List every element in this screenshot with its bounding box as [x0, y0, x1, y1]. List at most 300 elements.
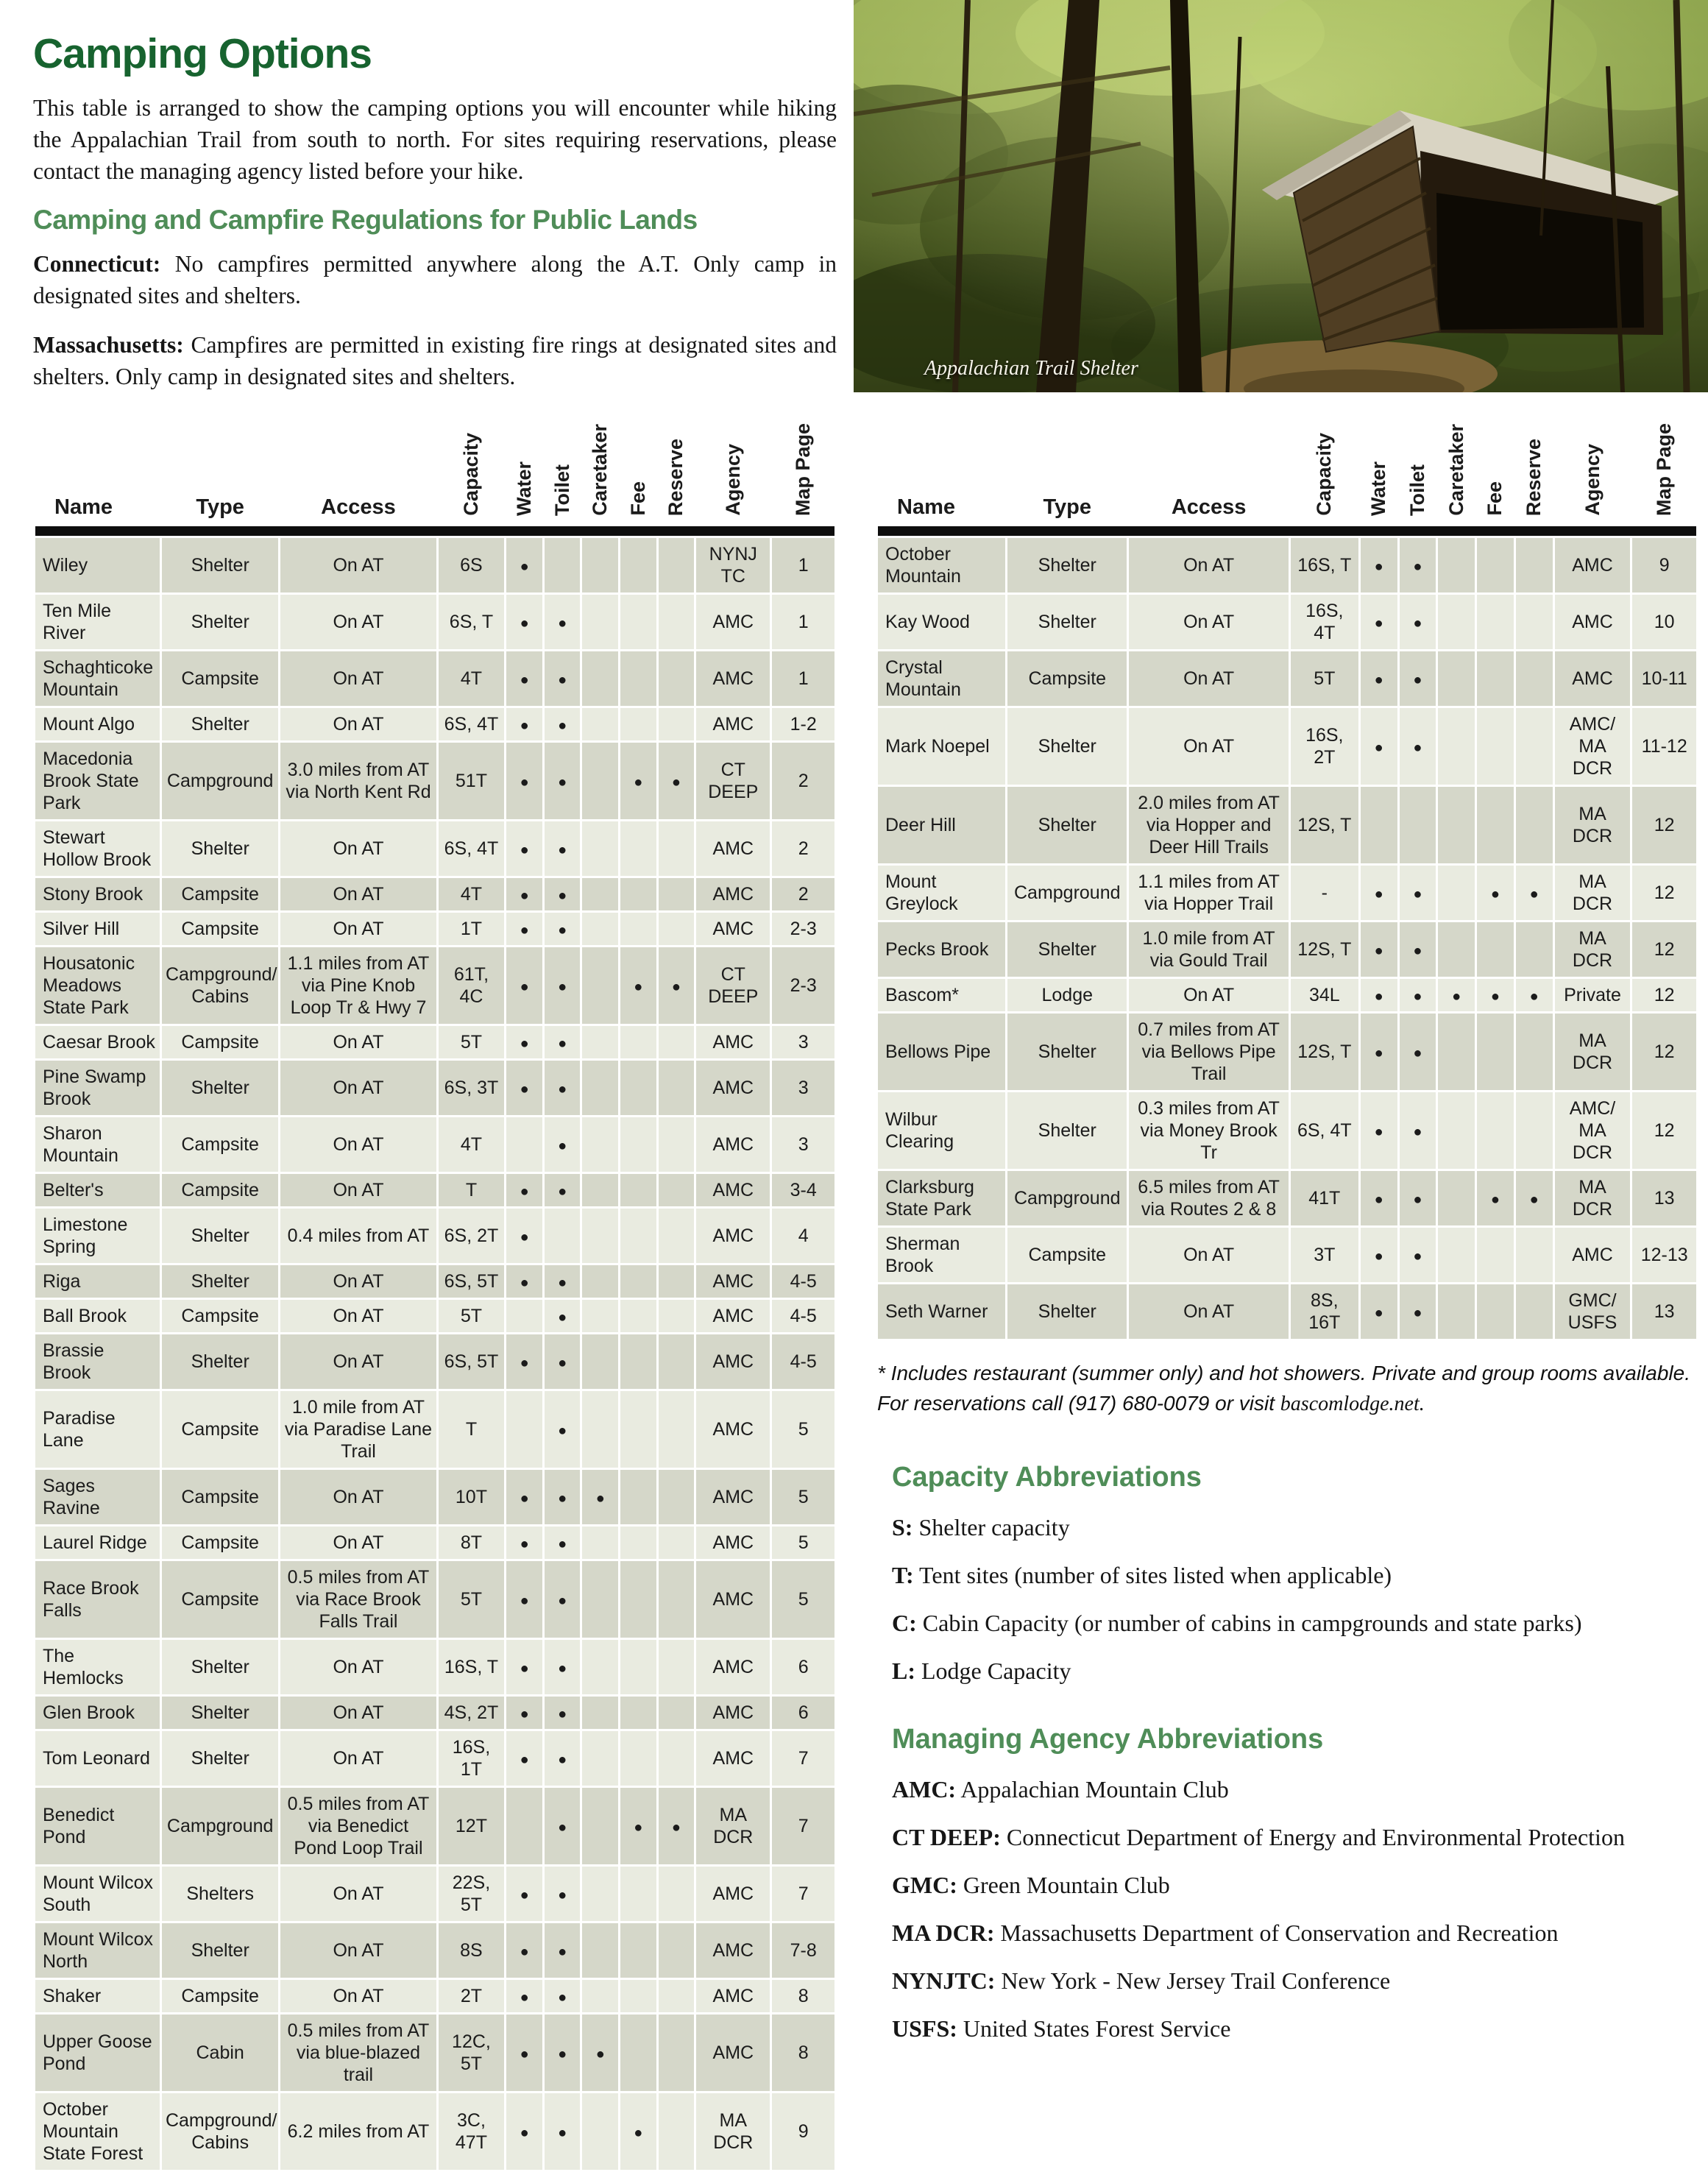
- table-row: [35, 1867, 834, 1921]
- site-type-cell: Shelter: [162, 1731, 278, 1786]
- water-cell: [506, 708, 542, 740]
- site-type-cell: Shelter: [162, 1061, 278, 1115]
- access-cell: On AT: [1129, 595, 1288, 649]
- table-row: [35, 1640, 834, 1694]
- capacity-cell: 6S: [439, 538, 505, 592]
- capacity-cell: 6S, 5T: [439, 1265, 505, 1298]
- reserve-cell: [1516, 1092, 1553, 1169]
- toilet-dot-icon: ●: [1413, 1124, 1422, 1140]
- toilet-dot-icon: ●: [1413, 886, 1422, 902]
- capacity-abbreviations-section: [892, 1462, 1698, 2043]
- site-name-cell: Mount Wilcox South: [35, 1867, 160, 1921]
- map-page-cell: 11-12: [1632, 708, 1696, 785]
- toilet-cell: [545, 1867, 581, 1921]
- map-page-cell: 7: [772, 1731, 834, 1786]
- caretaker-cell: [582, 1117, 618, 1172]
- toilet-cell: [545, 1391, 581, 1468]
- agency-cell: AMC: [696, 1867, 770, 1921]
- site-name-cell: Paradise Lane: [35, 1391, 160, 1468]
- reserve-cell: [659, 1209, 695, 1263]
- toilet-cell: [1400, 922, 1436, 977]
- toilet-dot-icon: ●: [558, 2046, 567, 2062]
- table-row: [35, 1697, 834, 1729]
- water-dot-icon: ●: [1374, 1248, 1383, 1264]
- water-cell: [1361, 866, 1397, 920]
- header-divider-bar: [35, 526, 834, 536]
- caretaker-cell: [582, 708, 618, 740]
- access-cell: On AT: [280, 1470, 436, 1524]
- site-name-cell: Caesar Brook: [35, 1026, 160, 1058]
- toilet-cell: [545, 1061, 581, 1115]
- fee-cell: [1477, 922, 1514, 977]
- site-type-cell: Shelter: [162, 1209, 278, 1263]
- toilet-dot-icon: ●: [558, 1887, 567, 1903]
- capacity-cell: 34L: [1291, 979, 1358, 1011]
- site-name-cell: Kay Wood: [878, 595, 1005, 649]
- site-type-cell: Campsite: [162, 1527, 278, 1559]
- fee-cell: [620, 708, 656, 740]
- fee-cell: [1477, 979, 1514, 1011]
- site-type-cell: Shelter: [162, 1923, 278, 1978]
- caretaker-cell: [1438, 1014, 1475, 1090]
- capacity-cell: 61T, 4C: [439, 947, 505, 1024]
- access-cell: 6.5 miles from AT via Routes 2 & 8: [1129, 1171, 1288, 1225]
- agency-cell: MA DCR: [1555, 1171, 1631, 1225]
- fee-cell: [620, 1334, 656, 1389]
- table-row: [878, 1228, 1696, 1282]
- site-name-cell: Stewart Hollow Brook: [35, 821, 160, 876]
- table-row: [35, 913, 834, 945]
- site-type-cell: Campground: [162, 743, 278, 819]
- site-name-cell: Sharon Mountain: [35, 1117, 160, 1172]
- caretaker-cell: [582, 1470, 618, 1524]
- table-row: [35, 595, 834, 649]
- site-name-cell: Race Brook Falls: [35, 1561, 160, 1638]
- map-page-cell: 4-5: [772, 1334, 834, 1389]
- access-cell: On AT: [280, 878, 436, 910]
- capacity-cell: 6S, 4T: [439, 708, 505, 740]
- col-header-name: Name: [897, 495, 955, 519]
- site-name-cell: Sages Ravine: [35, 1470, 160, 1524]
- site-name-cell: Ten Mile River: [35, 595, 160, 649]
- capacity-cell: 8S, 16T: [1291, 1284, 1358, 1339]
- toilet-cell: [1400, 1284, 1436, 1339]
- site-name-cell: Mount Greylock: [878, 866, 1005, 920]
- fee-cell: [620, 821, 656, 876]
- table-row: [878, 651, 1696, 706]
- reserve-cell: [659, 1391, 695, 1468]
- caretaker-cell: [582, 913, 618, 945]
- col-header-caretaker: Caretaker: [589, 424, 612, 516]
- caretaker-cell: [1438, 979, 1475, 1011]
- table-row: [35, 1265, 834, 1298]
- site-type-cell: Campsite: [1007, 651, 1127, 706]
- reserve-cell: [659, 1300, 695, 1332]
- fee-cell: [1477, 866, 1514, 920]
- regulation-massachusetts: [33, 330, 837, 393]
- map-page-cell: 4-5: [772, 1300, 834, 1332]
- table-row: [878, 866, 1696, 920]
- access-cell: On AT: [1129, 651, 1288, 706]
- col-header-reserve: Reserve: [1523, 438, 1545, 516]
- abbreviation-item: C: Cabin Capacity (or number of cabins in campgrounds and state parks): [892, 1610, 1582, 1637]
- abbreviation-label: AMC:: [892, 1776, 957, 1803]
- abbreviation-item: USFS: United States Forest Service: [892, 2015, 1231, 2042]
- water-cell: [506, 878, 542, 910]
- fee-cell: [620, 1265, 656, 1298]
- caretaker-cell: [582, 1334, 618, 1389]
- access-cell: On AT: [280, 1117, 436, 1172]
- caretaker-dot-icon: ●: [595, 1490, 605, 1507]
- caretaker-cell: [1438, 1228, 1475, 1282]
- toilet-dot-icon: ●: [558, 1819, 567, 1836]
- site-type-cell: Campground: [1007, 866, 1127, 920]
- reserve-cell: [1516, 866, 1553, 920]
- fee-cell: [620, 595, 656, 649]
- site-type-cell: Shelter: [1007, 708, 1127, 785]
- reserve-dot-icon: ●: [671, 979, 681, 995]
- toilet-dot-icon: ●: [558, 1593, 567, 1609]
- toilet-cell: [545, 1265, 581, 1298]
- capacity-cell: 6S, 5T: [439, 1334, 505, 1389]
- water-cell: [506, 1174, 542, 1206]
- map-page-cell: 3: [772, 1026, 834, 1058]
- reserve-cell: [1516, 595, 1553, 649]
- toilet-dot-icon: ●: [558, 1490, 567, 1507]
- caretaker-dot-icon: ●: [1452, 988, 1461, 1005]
- table-header-row: [35, 403, 834, 524]
- capacity-cell: 3T: [1291, 1228, 1358, 1282]
- agency-cell: AMC: [696, 1026, 770, 1058]
- water-dot-icon: ●: [1374, 672, 1383, 688]
- site-type-cell: Campsite: [162, 1980, 278, 2012]
- site-type-cell: Campsite: [162, 1391, 278, 1468]
- site-name-cell: Clarksburg State Park: [878, 1171, 1005, 1225]
- water-dot-icon: ●: [520, 615, 529, 632]
- agency-cell: AMC: [696, 1923, 770, 1978]
- reserve-cell: [659, 1980, 695, 2012]
- toilet-dot-icon: ●: [558, 2125, 567, 2141]
- reserve-cell: [659, 947, 695, 1024]
- water-dot-icon: ●: [520, 2046, 529, 2062]
- water-dot-icon: ●: [520, 1944, 529, 1960]
- map-page-cell: 12: [1632, 787, 1696, 863]
- site-type-cell: Campground: [1007, 1171, 1127, 1225]
- fee-cell: [620, 1174, 656, 1206]
- fee-dot-icon: ●: [634, 979, 643, 995]
- map-page-cell: 13: [1632, 1171, 1696, 1225]
- agency-cell: AMC: [696, 1300, 770, 1332]
- caretaker-cell: [582, 1026, 618, 1058]
- col-header-caretaker: Caretaker: [1445, 424, 1467, 516]
- capacity-cell: 16S, 2T: [1291, 708, 1358, 785]
- toilet-cell: [545, 2093, 581, 2170]
- access-cell: On AT: [280, 1026, 436, 1058]
- caretaker-cell: [582, 651, 618, 706]
- map-page-cell: 5: [772, 1391, 834, 1468]
- col-header-access: Access: [1171, 495, 1247, 519]
- site-name-cell: Benedict Pond: [35, 1788, 160, 1864]
- caretaker-cell: [582, 538, 618, 592]
- col-header-water: Water: [1367, 461, 1390, 516]
- capacity-cell: 8T: [439, 1527, 505, 1559]
- reserve-cell: [1516, 979, 1553, 1011]
- map-page-cell: 2: [772, 878, 834, 910]
- toilet-dot-icon: ●: [558, 615, 567, 632]
- water-cell: [506, 1209, 542, 1263]
- site-name-cell: Glen Brook: [35, 1697, 160, 1729]
- agency-cell: AMC: [696, 1731, 770, 1786]
- water-cell: [506, 1867, 542, 1921]
- water-dot-icon: ●: [1374, 886, 1383, 902]
- water-cell: [1361, 1284, 1397, 1339]
- access-cell: 0.4 miles from AT: [280, 1209, 436, 1263]
- intro-paragraph: This table is arranged to show the camping options you will encounter while hiking the Appalachian Trail from south to north. For sites requiring reservations, please contact the managing agency listed before your hike.: [33, 95, 837, 184]
- col-header-fee: Fee: [626, 481, 649, 516]
- capacity-cell: 8S: [439, 1923, 505, 1978]
- fee-cell: [620, 878, 656, 910]
- trail-photo: [854, 0, 1708, 392]
- access-cell: On AT: [280, 538, 436, 592]
- toilet-dot-icon: ●: [558, 1423, 567, 1439]
- water-cell: [1361, 979, 1397, 1011]
- map-page-cell: 2-3: [772, 947, 834, 1024]
- toilet-dot-icon: ●: [558, 672, 567, 688]
- water-dot-icon: ●: [520, 1490, 529, 1507]
- col-header-map-page: Map Page: [1653, 422, 1676, 516]
- site-type-cell: Campground/ Cabins: [162, 947, 278, 1024]
- access-cell: On AT: [1129, 708, 1288, 785]
- capacity-cell: 12C, 5T: [439, 2014, 505, 2091]
- col-header-capacity: Capacity: [459, 433, 482, 516]
- access-cell: On AT: [280, 1923, 436, 1978]
- water-cell: [506, 1334, 542, 1389]
- table-row: [878, 538, 1696, 592]
- toilet-dot-icon: ●: [558, 718, 567, 734]
- water-cell: [1361, 1228, 1397, 1282]
- table-row: [878, 1014, 1696, 1090]
- agency-cell: CT DEEP: [696, 947, 770, 1024]
- map-page-cell: 2: [772, 743, 834, 819]
- toilet-cell: [545, 651, 581, 706]
- agency-cell: AMC: [696, 1527, 770, 1559]
- reserve-cell: [659, 1867, 695, 1921]
- site-name-cell: Housatonic Meadows State Park: [35, 947, 160, 1024]
- agency-cell: AMC: [696, 2014, 770, 2091]
- map-page-cell: 12: [1632, 866, 1696, 920]
- water-cell: [506, 1731, 542, 1786]
- caretaker-cell: [1438, 651, 1475, 706]
- table-row: [35, 1061, 834, 1115]
- toilet-dot-icon: ●: [558, 1989, 567, 2006]
- access-cell: On AT: [1129, 1284, 1288, 1339]
- table-row: [35, 743, 834, 819]
- reserve-cell: [659, 878, 695, 910]
- site-name-cell: Mount Wilcox North: [35, 1923, 160, 1978]
- map-page-cell: 3: [772, 1061, 834, 1115]
- toilet-dot-icon: ●: [558, 1752, 567, 1768]
- caretaker-cell: [582, 1640, 618, 1694]
- fee-cell: [620, 1561, 656, 1638]
- reserve-cell: [659, 1527, 695, 1559]
- toilet-dot-icon: ●: [558, 1355, 567, 1371]
- fee-cell: [1477, 708, 1514, 785]
- abbreviation-item: GMC: Green Mountain Club: [892, 1872, 1170, 1899]
- water-cell: [506, 595, 542, 649]
- toilet-cell: [545, 2014, 581, 2091]
- water-cell: [1361, 651, 1397, 706]
- site-type-cell: Shelter: [1007, 1092, 1127, 1169]
- site-type-cell: Campsite: [162, 913, 278, 945]
- site-type-cell: Shelter: [1007, 922, 1127, 977]
- site-name-cell: Wilbur Clearing: [878, 1092, 1005, 1169]
- site-name-cell: Shaker: [35, 1980, 160, 2012]
- caretaker-cell: [1438, 1092, 1475, 1169]
- reserve-cell: [659, 1697, 695, 1729]
- toilet-cell: [1400, 1014, 1436, 1090]
- capacity-cell: 5T: [439, 1561, 505, 1638]
- reserve-cell: [659, 595, 695, 649]
- toilet-cell: [545, 1026, 581, 1058]
- agency-cell: MA DCR: [1555, 787, 1631, 863]
- access-cell: 1.0 mile from AT via Paradise Lane Trail: [280, 1391, 436, 1468]
- table-row: [878, 787, 1696, 863]
- water-cell: [506, 743, 542, 819]
- water-cell: [506, 1527, 542, 1559]
- agency-cell: AMC: [696, 1209, 770, 1263]
- map-page-cell: 8: [772, 1980, 834, 2012]
- water-cell: [506, 1561, 542, 1638]
- agency-cell: AMC: [696, 708, 770, 740]
- table-row: [35, 1026, 834, 1058]
- fee-cell: [1477, 1284, 1514, 1339]
- intro-section: [33, 29, 837, 411]
- toilet-cell: [545, 1527, 581, 1559]
- agency-cell: GMC/ USFS: [1555, 1284, 1631, 1339]
- fee-cell: [620, 913, 656, 945]
- site-name-cell: Pine Swamp Brook: [35, 1061, 160, 1115]
- water-cell: [506, 1697, 542, 1729]
- water-dot-icon: ●: [1374, 1124, 1383, 1140]
- table-row: [35, 1391, 834, 1468]
- col-header-fee: Fee: [1484, 481, 1506, 516]
- agency-cell: AMC/ MA DCR: [1555, 708, 1631, 785]
- regulation-text: No campfires permitted anywhere along the A.T. Only camp in designated sites and shelters.: [33, 251, 837, 309]
- fee-cell: [1477, 651, 1514, 706]
- capacity-abbreviations-list: [892, 1513, 1698, 1685]
- abbreviation-item: S: Shelter capacity: [892, 1514, 1070, 1541]
- regulation-text: Campfires are permitted in existing fire rings at designated sites and shelters. Only camp in designated sites and shelters.: [33, 332, 837, 389]
- access-cell: On AT: [280, 1980, 436, 2012]
- site-name-cell: October Mountain: [878, 538, 1005, 592]
- caretaker-cell: [1438, 866, 1475, 920]
- reserve-cell: [659, 1026, 695, 1058]
- water-cell: [506, 2014, 542, 2091]
- toilet-cell: [1400, 1171, 1436, 1225]
- site-type-cell: Shelter: [1007, 538, 1127, 592]
- site-name-cell: Silver Hill: [35, 913, 160, 945]
- access-cell: On AT: [280, 1174, 436, 1206]
- regulations-heading: Camping and Campfire Regulations for Public Lands: [33, 205, 698, 236]
- footnote-line1: * Includes restaurant (summer only) and hot showers. Private and group rooms available.: [877, 1362, 1690, 1384]
- table-row: [35, 1561, 834, 1638]
- access-cell: On AT: [280, 1527, 436, 1559]
- fee-dot-icon: ●: [1490, 1192, 1500, 1208]
- camping-table-left: [33, 401, 837, 2172]
- abbreviation-item: MA DCR: Massachusetts Department of Conservation and Recreation: [892, 1920, 1559, 1947]
- water-dot-icon: ●: [520, 1536, 529, 1552]
- agency-cell: MA DCR: [696, 1788, 770, 1864]
- agency-cell: AMC: [696, 1265, 770, 1298]
- water-cell: [1361, 538, 1397, 592]
- col-header-reserve: Reserve: [665, 438, 687, 516]
- reserve-cell: [659, 821, 695, 876]
- toilet-cell: [545, 1980, 581, 2012]
- caretaker-dot-icon: ●: [595, 2046, 605, 2062]
- regulation-connecticut: [33, 249, 837, 312]
- map-page-cell: 10: [1632, 595, 1696, 649]
- water-dot-icon: ●: [520, 1593, 529, 1609]
- site-type-cell: Campsite: [162, 1026, 278, 1058]
- caretaker-cell: [1438, 538, 1475, 592]
- table-row: [35, 1527, 834, 1559]
- caretaker-cell: [1438, 708, 1475, 785]
- fee-cell: [620, 1867, 656, 1921]
- water-dot-icon: ●: [520, 1081, 529, 1097]
- fee-cell: [620, 1527, 656, 1559]
- reserve-dot-icon: ●: [671, 774, 681, 790]
- toilet-dot-icon: ●: [1413, 615, 1422, 632]
- forest-scene: [854, 0, 1708, 392]
- agency-cell: MA DCR: [696, 2093, 770, 2170]
- site-type-cell: Lodge: [1007, 979, 1127, 1011]
- toilet-cell: [545, 913, 581, 945]
- capacity-cell: 12S, T: [1291, 1014, 1358, 1090]
- site-type-cell: Campsite: [162, 878, 278, 910]
- map-page-cell: 1: [772, 595, 834, 649]
- agency-cell: CT DEEP: [696, 743, 770, 819]
- site-name-cell: Wiley: [35, 538, 160, 592]
- site-name-cell: Pecks Brook: [878, 922, 1005, 977]
- toilet-cell: [545, 821, 581, 876]
- caretaker-cell: [582, 878, 618, 910]
- reserve-cell: [659, 1788, 695, 1864]
- caretaker-cell: [1438, 787, 1475, 863]
- fee-cell: [620, 2014, 656, 2091]
- site-type-cell: Shelters: [162, 1867, 278, 1921]
- col-header-type: Type: [1043, 495, 1092, 519]
- toilet-cell: [1400, 538, 1436, 592]
- toilet-dot-icon: ●: [558, 1138, 567, 1154]
- table-row: [35, 1731, 834, 1786]
- caretaker-cell: [582, 595, 618, 649]
- abbreviation-item: T: Tent sites (number of sites listed when applicable): [892, 1562, 1392, 1589]
- map-page-cell: 12: [1632, 1092, 1696, 1169]
- header-divider-bar: [878, 526, 1696, 536]
- site-type-cell: Shelter: [1007, 787, 1127, 863]
- toilet-cell: [1400, 1092, 1436, 1169]
- access-cell: On AT: [280, 1061, 436, 1115]
- site-type-cell: Shelter: [162, 1265, 278, 1298]
- toilet-cell: [545, 1209, 581, 1263]
- table-row: [878, 708, 1696, 785]
- map-page-cell: 7: [772, 1788, 834, 1864]
- capacity-abbreviations-heading: Capacity Abbreviations: [892, 1462, 1202, 1493]
- site-name-cell: Bascom*: [878, 979, 1005, 1011]
- photo-caption: Appalachian Trail Shelter: [924, 357, 1138, 380]
- caretaker-cell: [582, 1265, 618, 1298]
- caretaker-cell: [582, 821, 618, 876]
